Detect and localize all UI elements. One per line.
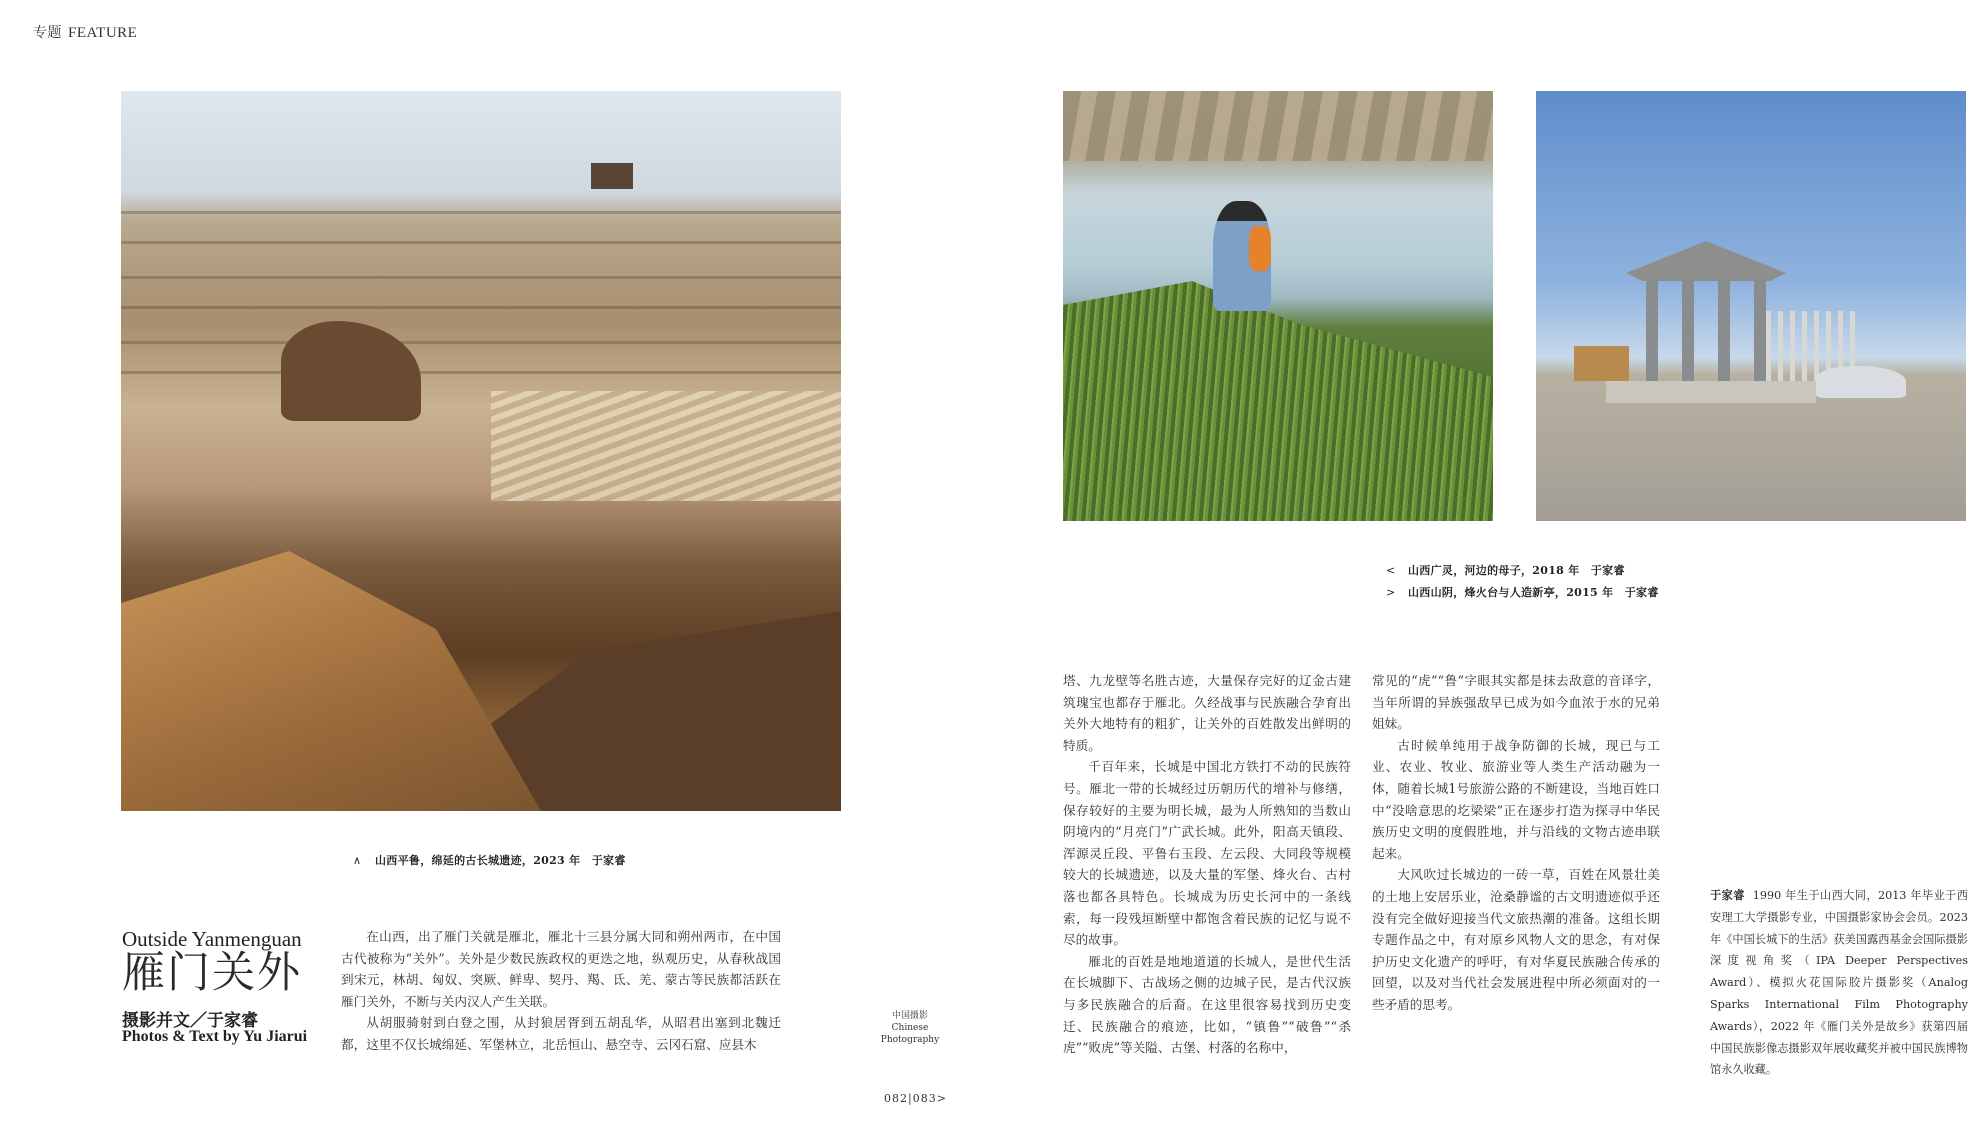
body-column-1: [341, 926, 781, 1056]
section-label-en: FEATURE: [68, 25, 138, 41]
author-bio-text: 1990 年生于山西大同，2013 年毕业于西安理工大学摄影专业，中国摄影家协会会员。2023 年《中国长城下的生活》获美国露西基金会国际摄影深度视角奖（IPA Deeper Perspectives Award）、模拟火花国际胶片摄影奖（Analog Sparks International Film Photography Awards），2022 年《雁门关外是故乡》获第四届中国民族影像志摄影双年展收藏奖并被中国民族博物馆永久收藏。: [1710, 889, 1968, 1077]
paragraph: 雁北的百姓是地地道道的长城人，是世代生活在长城脚下、古战场之侧的边城子民，是古代汉族与多民族融合的后裔。在这里很容易找到历史变迁、民族融合的痕迹，比如，“镇鲁”“破鲁”“杀虎”“败虎”等关隘、古堡、村落的名称中，: [1063, 953, 1351, 1056]
paragraph: 在山西，出了雁门关就是雁北，雁北十三县分属大同和朔州两市，在中国古代被称为“关外”。关外是少数民族政权的更迭之地，纵观历史，从春秋战国到宋元，林胡、匈奴、突厥、鲜卑、契丹、羯、氐、羌、蒙古等民族都活跃在雁门关外，不断与关内汉人产生关联。: [341, 929, 781, 1009]
photo-great-wall-landscape: [121, 91, 841, 811]
caption-pavilion: > 山西山阴，烽火台与人造新亭，2015 年 于家睿: [1386, 586, 1659, 599]
photo-mother-and-child: [1063, 91, 1493, 521]
photo-pavilion: [1536, 91, 1966, 521]
paragraph: 从胡服骑射到白登之围，从封狼居胥到五胡乱华，从昭君出塞到北魏迁都，这里不仅长城绵延、军堡林立，北岳恒山、悬空寺、云冈石窟、应县木: [341, 1015, 781, 1052]
author-bio: [1710, 885, 1968, 1081]
article-title-zh: 雁门关外: [122, 948, 302, 998]
caption-mother: < 山西广灵，河边的母子，2018 年 于家睿: [1386, 564, 1625, 577]
magazine-logo: 中国摄影 Chinese Photography: [880, 1011, 940, 1045]
watchtower-ruin: [591, 163, 633, 189]
page-number: 082|083>: [884, 1092, 947, 1105]
section-header: [33, 22, 137, 42]
paragraph: 千百年来，长城是中国北方铁打不动的民族符号。雁北一带的长城经过历朝历代的增补与修缮，保存较好的主要为明长城，最为人所熟知的当数山阴境内的“月亮门”广武长城。此外，阳高天镇段、浑源灵丘段、平鲁右玉段、左云段、大同段等规模较大的长城遗迹，以及大量的军堡、烽火台、古村落也都各具特色。长城成为历史长河中的一条线索，每一段残垣断壁中都饱含着民族的记忆与说不尽的故事。: [1063, 759, 1351, 948]
caption-landscape: ∧ 山西平鲁，绵延的古长城遗迹，2023 年 于家睿: [353, 854, 626, 867]
paragraph: 常见的“虎”“鲁”字眼其实都是抹去敌意的音译字，当年所谓的异族强敌早已成为如今血浓于水的兄弟姐妹。: [1372, 673, 1660, 732]
section-label-zh: 专题: [33, 25, 62, 41]
paragraph: 古时候单纯用于战争防御的长城，现已与工业、农业、牧业、旅游业等人类生产活动融为一体，随着长城1号旅游公路的不断建设，当地百姓口中“没啥意思的圪梁梁”正在逐步打造为探寻中华民族历史文明的度假胜地，并与沿线的文物古迹串联起来。: [1372, 737, 1660, 861]
paragraph: 塔、九龙壁等名胜古迹，大量保存完好的辽金古建筑瑰宝也都存于雁北。久经战事与民族融合孕育出关外大地特有的粗犷，让关外的百姓散发出鲜明的特质。: [1063, 673, 1351, 753]
body-column-2: [1063, 670, 1351, 1059]
article-title-en: Outside Yanmenguan: [122, 927, 302, 951]
body-column-3: [1372, 670, 1660, 1016]
paragraph: 大风吹过长城边的一砖一草，百姓在风景壮美的土地上安居乐业，沧桑静谧的古文明遗迹似乎还没有完全做好迎接当代文旅热潮的准备。这组长期专题作品之中，有对原乡风物人文的思念，有对保护历史文化遗产的呼吁，有对华夏民族融合传承的回望，以及对当代社会发展进程中所必须面对的一些矛盾的思考。: [1372, 867, 1660, 1012]
credit-en: Photos & Text by Yu Jiarui: [122, 1028, 308, 1045]
author-name: 于家睿: [1710, 888, 1745, 902]
credit-zh: 摄影并文／于家睿: [122, 1011, 258, 1031]
